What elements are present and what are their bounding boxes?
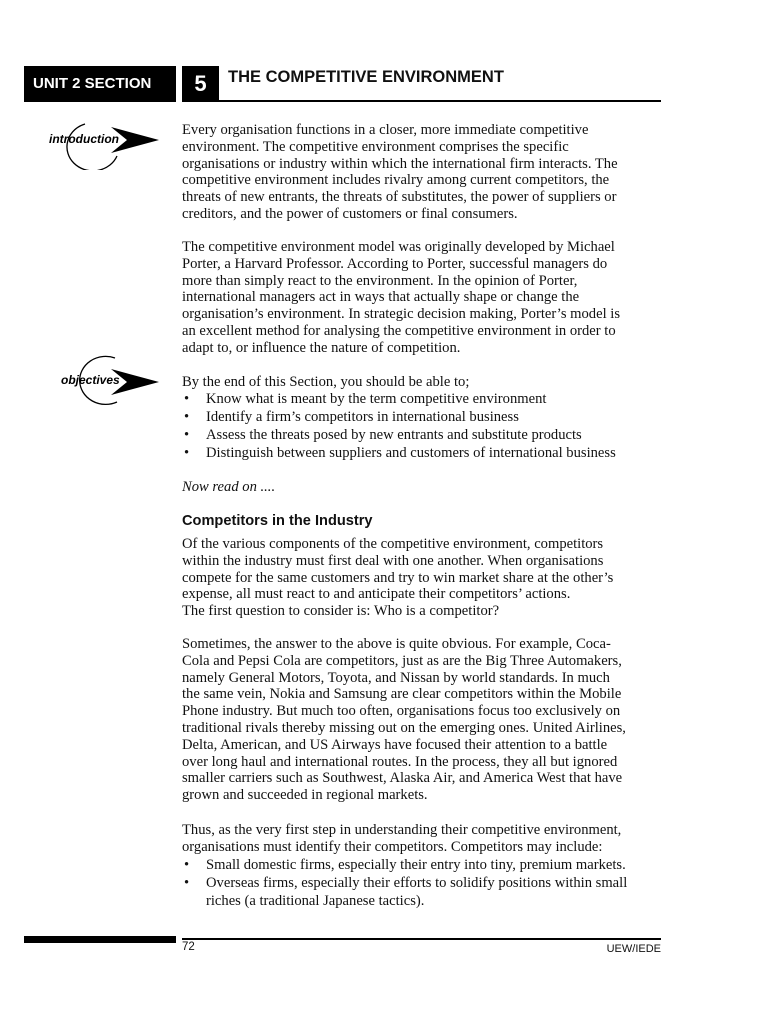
text-line: smaller carriers such as Southwest, Alaska Air, and America West that have [182,770,623,787]
footer-bar [24,936,176,943]
text-line: Thus, as the very first step in understanding their competitive environment, [182,822,622,838]
text-line: the same vein, Nokia and Samsung are clear competitors within the Mobile [182,686,622,703]
text-line: within the industry must first deal with one another. When organisations [182,552,604,569]
list-item: • Distinguish between suppliers and customers of international business [184,445,616,461]
header-rule [182,100,661,102]
course-code: UEW/IEDE [606,943,661,955]
competitor-types-list [182,856,682,910]
text-line: competitive environment includes rivalry among current competitors, the [182,172,610,189]
text-line: Porter, a Harvard Professor. According to Porter, successful managers do [182,255,608,272]
objectives-arrow-icon [45,352,163,412]
list-item-text: Overseas firms, especially their efforts to solidify positions within small [206,875,628,891]
section-subheading: Competitors in the Industry [182,513,373,529]
text-line: over long haul and international routes. In the process, they all but ignored [182,753,618,770]
objectives-list [182,390,682,462]
list-item-text: riches (a traditional Japanese tactics). [206,893,425,909]
list-item-text: Assess the threats posed by new entrants and substitute products [206,427,582,443]
text-line: environment. The competitive environment comprises the specific [182,138,569,155]
text-line: Delta, American, and US Airways have focused their attention to a battle [182,736,608,753]
examples-paragraph [182,636,682,804]
text-line: namely General Motors, Toyota, and Nissan by world standards. In much [182,669,610,686]
text-line: international managers act in ways that actually shape or change the [182,289,580,306]
text-line: Cola and Pepsi Cola are competitors, just as are the Big Three Automakers, [182,652,622,669]
text-line: an excellent method for analysing the competitive environment in order to [182,322,616,339]
text-line: organisations must identify their competitors. Competitors may include: [182,838,603,855]
text-line: expense, all must react to and anticipate their competitors’ actions. [182,586,571,603]
introduction-arrow-icon [45,110,163,170]
objectives-lead: By the end of this Section, you should be able to; [182,374,470,390]
competitors-paragraph [182,536,682,620]
text-line: The competitive environment model was originally developed by Michael [182,239,615,255]
introduction-label: introduction [49,132,119,146]
page-title: THE COMPETITIVE ENVIRONMENT [228,68,504,86]
page-number: 72 [182,941,195,953]
text-line: organisations or industry within which the international firm interacts. The [182,155,618,172]
list-item-text: Distinguish between suppliers and customers of international business [206,445,616,461]
text-line: traditional rivals thereby missing out on the emerging ones. United Airlines, [182,719,626,736]
text-line: adapt to, or influence the nature of competition. [182,339,461,356]
list-item-text: Know what is meant by the term competitive environment [206,391,547,407]
text-line: The first question to consider is: Who is a competitor? [182,603,500,620]
text-line: organisation’s environment. In strategic decision making, Porter’s model is [182,306,621,323]
list-item: • Know what is meant by the term competitive environment [184,391,547,407]
now-read-note: Now read on .... [182,479,276,495]
text-line: grown and succeeded in regional markets. [182,787,428,804]
thus-paragraph [182,822,682,856]
text-line: Phone industry. But much too often, organisations focus too exclusively on [182,703,621,720]
footer-rule [182,938,661,940]
text-line: Of the various components of the competitive environment, competitors [182,536,604,552]
text-line: creditors, and the power of customers or final consumers. [182,205,518,222]
list-item: • Identify a firm’s competitors in international business [184,409,519,425]
list-item: • Small domestic firms, especially their entry into tiny, premium markets. [184,857,626,873]
list-item: • Overseas firms, especially their efforts to solidify positions within small riches (a traditional Japanese tactics). [182,874,682,910]
list-item-text: Identify a firm’s competitors in international business [206,409,519,425]
text-line: threats of new entrants, the threats of substitutes, the power of suppliers or [182,189,617,206]
text-line: Sometimes, the answer to the above is quite obvious. For example, Coca- [182,636,611,652]
objectives-label: objectives [61,373,120,387]
unit-label: UNIT 2 SECTION [24,66,176,102]
porter-paragraph [182,239,682,357]
section-number: 5 [182,66,219,102]
list-item-text: Small domestic firms, especially their entry into tiny, premium markets. [206,857,626,873]
list-item: • Assess the threats posed by new entrants and substitute products [184,427,582,443]
intro-paragraph [182,122,682,223]
text-line: more than simply react to the environment. In the opinion of Porter, [182,272,578,289]
text-line: compete for the same customers and try to win market share at the other’s [182,569,614,586]
text-line: Every organisation functions in a closer, more immediate competitive [182,122,589,138]
